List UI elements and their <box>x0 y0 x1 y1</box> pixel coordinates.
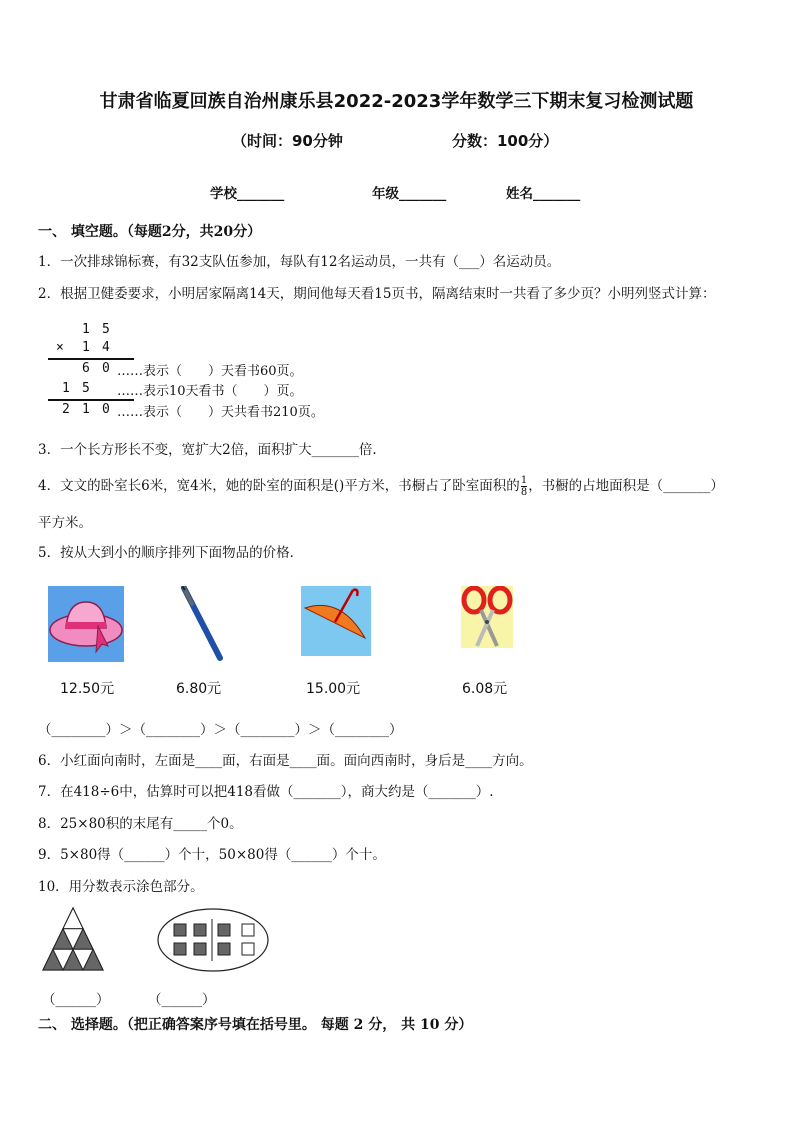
question-9: 9．5×80得（______）个十，50×80得（______）个十。 <box>38 847 386 863</box>
school-field: 学校_______ <box>210 186 285 202</box>
question-4-unit: 平方米。 <box>38 515 92 531</box>
exam-score: 分数：100分） <box>452 132 559 150</box>
fraction-blank-2: （______） <box>148 992 216 1008</box>
section-2-heading: 二、 选择题。（把正确答案序号填在括号里。 每题 2 分， 共 10 分） <box>38 1017 473 1033</box>
question-7: 7．在418÷6中，估算时可以把418看做（_______），商大约是（_______）. <box>38 784 494 800</box>
question-5: 5．按从大到小的顺序排列下面物品的价格． <box>38 545 304 561</box>
fraction-one-eighth: $\frac{1}{8}$ <box>520 475 528 498</box>
exam-time: （时间：90分钟 <box>232 132 343 150</box>
scissors-icon <box>461 586 513 648</box>
question-10: 10．用分数表示涂色部分。 <box>38 879 204 895</box>
name-field: 姓名_______ <box>506 186 581 202</box>
hat-icon <box>48 586 124 662</box>
question-3: 3．一个长方形长不变，宽扩大2倍，面积扩大_______倍. <box>38 442 377 458</box>
question-2: 2．根据卫健委要求，小明居家隔离14天，期间他每天看15页书，隔离结束时一共看了多少页？小明列竖式计算： <box>38 286 716 302</box>
grade-field: 年级_______ <box>372 186 447 202</box>
shaded-triangle-figure <box>40 906 106 972</box>
question-4: 4．文文的卧室长6米，宽4米，她的卧室的面积是()平方米，书橱占了卧室面积的 $\frac{1}{8}$ ，书橱的占地面积是（_______） <box>38 475 724 498</box>
price-pen: 6.80元 <box>176 681 222 697</box>
shaded-squares-oval-figure <box>156 907 270 973</box>
umbrella-icon <box>301 586 371 656</box>
fraction-blank-1: （______） <box>42 992 110 1008</box>
pen-icon <box>176 586 226 662</box>
price-umbrella: 15.00元 <box>306 681 361 697</box>
price-scissors: 6.08元 <box>462 681 508 697</box>
price-hat: 12.50元 <box>60 681 115 697</box>
question-8: 8．25×80积的末尾有_____个0。 <box>38 816 243 832</box>
question-1: 1．一次排球锦标赛，有32支队伍参加，每队有12名运动员，一共有（___）名运动员。 <box>38 254 561 270</box>
price-order-blanks: （________）＞（________）＞（________）＞（________） <box>38 722 403 738</box>
question-6: 6．小红面向南时，左面是____面，右面是____面。面向西南时，身后是____方向。 <box>38 753 533 769</box>
page-title: 甘肃省临夏回族自治州康乐县2022-2023学年数学三下期末复习检测试题 <box>99 91 694 112</box>
section-1-heading: 一、 填空题。（每题2分，共20分） <box>38 224 262 240</box>
